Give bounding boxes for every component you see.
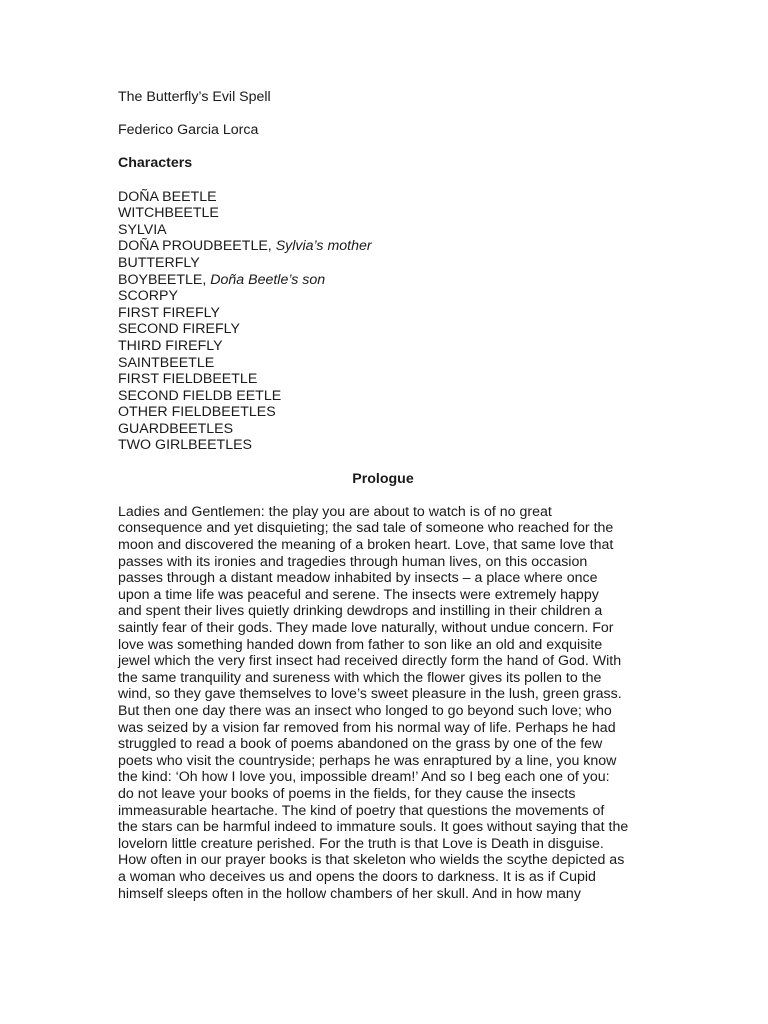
prologue-line: the stars can be harmful indeed to immature souls. It goes without saying that the [118, 819, 629, 836]
character-entry [118, 272, 658, 289]
document-author: Federico Garcia Lorca [118, 122, 259, 139]
character-entry [118, 321, 658, 338]
character-entry [118, 205, 658, 222]
prologue-line: a woman who deceives us and opens the doors to darkness. It is as if Cupid [118, 868, 596, 885]
prologue-line: lovelorn little creature perished. For the truth is that Love is Death in disguise. [118, 835, 604, 852]
prologue-line: struggled to read a book of poems abandoned on the grass by one of the few [118, 736, 603, 753]
document-page [118, 89, 658, 902]
prologue-line: upon a time life was peaceful and serene. The insects were extremely happy [118, 586, 599, 603]
prologue-line: jewel which the very first insect had received directly form the hand of God. With [118, 653, 622, 670]
character-name: DOÑA PROUDBEETLE, [118, 238, 276, 255]
character-entry [118, 189, 658, 206]
character-entry [118, 222, 658, 239]
character-entry [118, 338, 658, 355]
prologue-line: himself sleeps often in the hollow chambers of her skull. And in how many [118, 885, 581, 902]
character-name: SCORPY [118, 288, 178, 305]
spacer [118, 106, 658, 123]
character-entry [118, 371, 658, 388]
prologue-line: moon and discovered the meaning of a broken heart. Love, that same love that [118, 537, 614, 554]
prologue-line: consequence and yet disquieting; the sad tale of someone who reached for the [118, 520, 614, 537]
prologue-line: passes with its ironies and tragedies through human lives, on this occasion [118, 553, 588, 570]
prologue-line: saintly fear of their gods. They made love naturally, without undue concern. For [118, 620, 614, 636]
prologue-line: poets who visit the countryside; perhaps he was enraptured by a line, you know [118, 752, 617, 769]
character-name: BOYBEETLE, [118, 271, 211, 288]
prologue-heading: Prologue [352, 470, 414, 487]
prologue-line: immeasurable heartache. The kind of poetry that questions the movements of [118, 802, 605, 819]
prologue-line: love was something handed down from father to son like an old and exquisite [118, 636, 603, 653]
prologue-line: Ladies and Gentlemen: the play you are about to watch is of no great [118, 503, 552, 520]
character-name: FIRST FIELDBEETLE [118, 371, 258, 388]
character-entry [118, 255, 658, 272]
character-entry [118, 288, 658, 305]
character-name: DOÑA BEETLE [118, 188, 217, 205]
character-description: Sylvia’s mother [275, 238, 372, 255]
prologue-line: and spent their lives quietly drinking dewdrops and instilling in their children a [118, 603, 603, 620]
character-list [118, 189, 658, 455]
prologue-line: the same tranquility and sureness with which the flower gives its pollen to the [118, 669, 602, 686]
character-name: FIRST FIREFLY [118, 304, 220, 321]
spacer [118, 454, 658, 471]
character-entry [118, 437, 658, 454]
prologue-paragraph [118, 504, 658, 902]
character-entry [118, 388, 658, 405]
character-entry [118, 404, 658, 421]
prologue-line: But then one day there was an insect who longed to go beyond such love; who [118, 702, 612, 719]
character-name: BUTTERFLY [118, 254, 200, 271]
character-name: SAINTBEETLE [118, 354, 215, 371]
character-name: TWO GIRLBEETLES [118, 437, 253, 454]
character-entry [118, 355, 658, 372]
character-name: OTHER FIELDBEETLES [118, 404, 276, 421]
spacer [118, 172, 658, 189]
character-name: SYLVIA [118, 221, 167, 238]
character-entry [118, 238, 658, 255]
prologue-line: was seized by a vision far removed from his normal way of life. Perhaps he had [118, 719, 616, 736]
prologue-line: passes through a distant meadow inhabited by insects – a place where once [118, 570, 598, 587]
character-entry [118, 421, 658, 438]
prologue-line: the kind: ‘Oh how I love you, impossible dream!’ And so I beg each one of you: [118, 769, 610, 786]
characters-heading: Characters [118, 155, 193, 172]
character-name: WITCHBEETLE [118, 205, 219, 222]
document-title: The Butterfly’s Evil Spell [118, 89, 271, 105]
character-name: GUARDBEETLES [118, 420, 234, 437]
spacer [118, 139, 658, 156]
character-name: SECOND FIREFLY [118, 321, 240, 338]
character-description: Doña Beetle’s son [210, 271, 326, 288]
prologue-line: wind, so they gave themselves to love’s sweet pleasure in the lush, green grass. [118, 686, 622, 703]
character-entry [118, 305, 658, 322]
spacer [118, 487, 658, 504]
character-name: SECOND FIELDB EETLE [118, 387, 282, 404]
character-name: THIRD FIREFLY [118, 337, 223, 354]
prologue-line: do not leave your books of poems in the fields, for they cause the insects [118, 785, 576, 802]
prologue-line: How often in our prayer books is that skeleton who wields the scythe depicted as [118, 852, 625, 869]
